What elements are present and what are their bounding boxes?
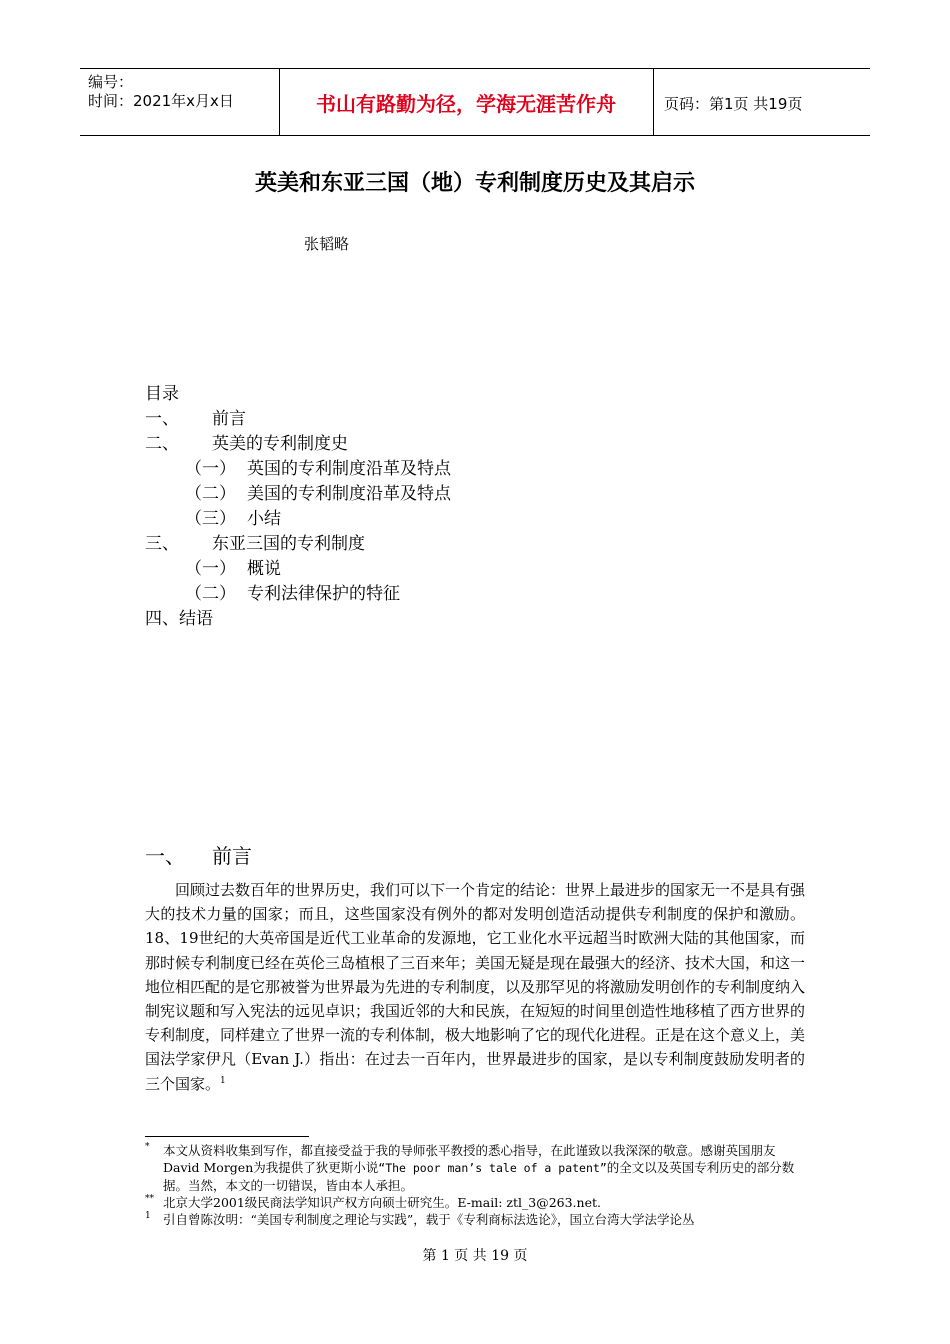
toc-item[interactable] (145, 607, 451, 632)
toc-heading: 目录 (145, 384, 179, 404)
section-body (145, 878, 805, 1096)
toc-item[interactable] (145, 432, 451, 457)
body-paragraph (145, 878, 805, 1096)
footnote-text: 北京大学2001级民商法学知识产权方向硕士研究生。E-mail: ztl_3@263.net. (163, 1195, 601, 1210)
header-page-info: 页码：第1页 共19页 (664, 95, 803, 113)
toc-item[interactable] (145, 557, 451, 582)
toc-item-num: 一、 (145, 409, 179, 429)
header-motto: 书山有路勤为径，学海无涯苦作舟 (316, 92, 616, 116)
toc-item-num: 三、 (145, 534, 179, 554)
toc-item-label: 小结 (247, 509, 281, 529)
toc-item-label: 英国的专利制度沿革及特点 (247, 459, 451, 479)
header-bottom-rule (80, 135, 870, 136)
toc-item-label: 英美的专利制度史 (212, 434, 348, 454)
author-name: 张韬略 (304, 235, 350, 253)
section-number: 一、 (145, 844, 185, 868)
footnote (145, 1194, 805, 1211)
toc-item-label: 专利法律保护的特征 (247, 584, 400, 604)
header-top-rule (80, 68, 870, 69)
header-number-label: 编号： (88, 73, 134, 91)
header-divider-right (653, 68, 654, 135)
toc-item[interactable] (145, 507, 451, 532)
footnote-mark: 1 (145, 1211, 151, 1221)
footnote (145, 1142, 805, 1194)
footnote-text: 引自曾陈汝明：“美国专利制度之理论与实践”，载于《专利商标法选论》，国立台湾大学法学论丛 (163, 1212, 695, 1227)
toc-item[interactable] (145, 457, 451, 482)
footnote-mark: ** (145, 1194, 154, 1204)
toc-item[interactable] (145, 532, 451, 557)
page-footer: 第 1 页 共 19 页 (422, 1248, 528, 1264)
toc-item-label: 前言 (212, 409, 246, 429)
footnotes (145, 1142, 805, 1228)
footnote-separator (145, 1136, 309, 1137)
toc-item-num: 二、 (145, 434, 179, 454)
section-heading (145, 840, 252, 872)
toc-item-num: （二） (185, 584, 236, 604)
toc-item-label: 东亚三国的专利制度 (212, 534, 365, 554)
toc-item-num: （一） (185, 459, 236, 479)
header-time-label: 时间：2021年x月x日 (88, 92, 234, 110)
toc-item-num: （一） (185, 559, 236, 579)
footnote (145, 1211, 805, 1228)
toc-item-label: 概说 (247, 559, 281, 579)
footnote-quote: “The poor man’s tale of a patent” (378, 1161, 607, 1175)
document-title: 英美和东亚三国（地）专利制度历史及其启示 (254, 171, 695, 196)
paragraph-text: 回顾过去数百年的世界历史，我们可以下一个肯定的结论：世界上最进步的国家无一不是具有强大的技术力量的国家；而且，这些国家没有例外的都对发明创造活动提供专利制度的保护和激励。18、19世纪的大英帝国是近代工业革命的发源地，它工业化水平远超当时欧洲大陆的其他国家，而那时候专利制度已经在英伦三岛植根了三百来年；美国无疑是现在最强大的经济、技术大国，和这一地位相匹配的是它那被誉为世界最为先进的专利制度，以及那罕见的将激励发明创作的专利制度纳入制宪议题和写入宪法的远见卓识；我国近邻的大和民族，在短短的时间里创造性地移植了西方世界的专利制度，同样建立了世界一流的专利体制，极大地影响了它的现代化进程。正是在这个意义上，美国法学家伊凡（Evan J.）指出：在过去一百年内，世界最进步的国家，是以专利制度鼓励发明者的三个国家。 (145, 881, 806, 1093)
footnote-mark: * (145, 1142, 150, 1152)
toc-item-num: （三） (185, 509, 236, 529)
table-of-contents (145, 382, 451, 632)
footnote-text-cont: 的全文以及英国专利历史的部分数据。当然，本文的一切错误，皆由本人承担。 (163, 1160, 795, 1193)
toc-item[interactable] (145, 407, 451, 432)
toc-item-label: 美国的专利制度沿革及特点 (247, 484, 451, 504)
toc-item-num: （二） (185, 484, 236, 504)
footnote-ref[interactable]: 1 (220, 1075, 226, 1086)
section-title: 前言 (212, 844, 252, 868)
toc-item-label: 四、结语 (145, 609, 213, 629)
footnote-text: 本文从资料收集到写作，都直接受益于我的导师张平教授的悉心指导，在此谨致以我深深的敬意。感谢英国朋友David Morgen为我提供了狄更斯小说 (163, 1143, 776, 1175)
toc-item[interactable] (145, 482, 451, 507)
toc-item[interactable] (145, 582, 451, 607)
